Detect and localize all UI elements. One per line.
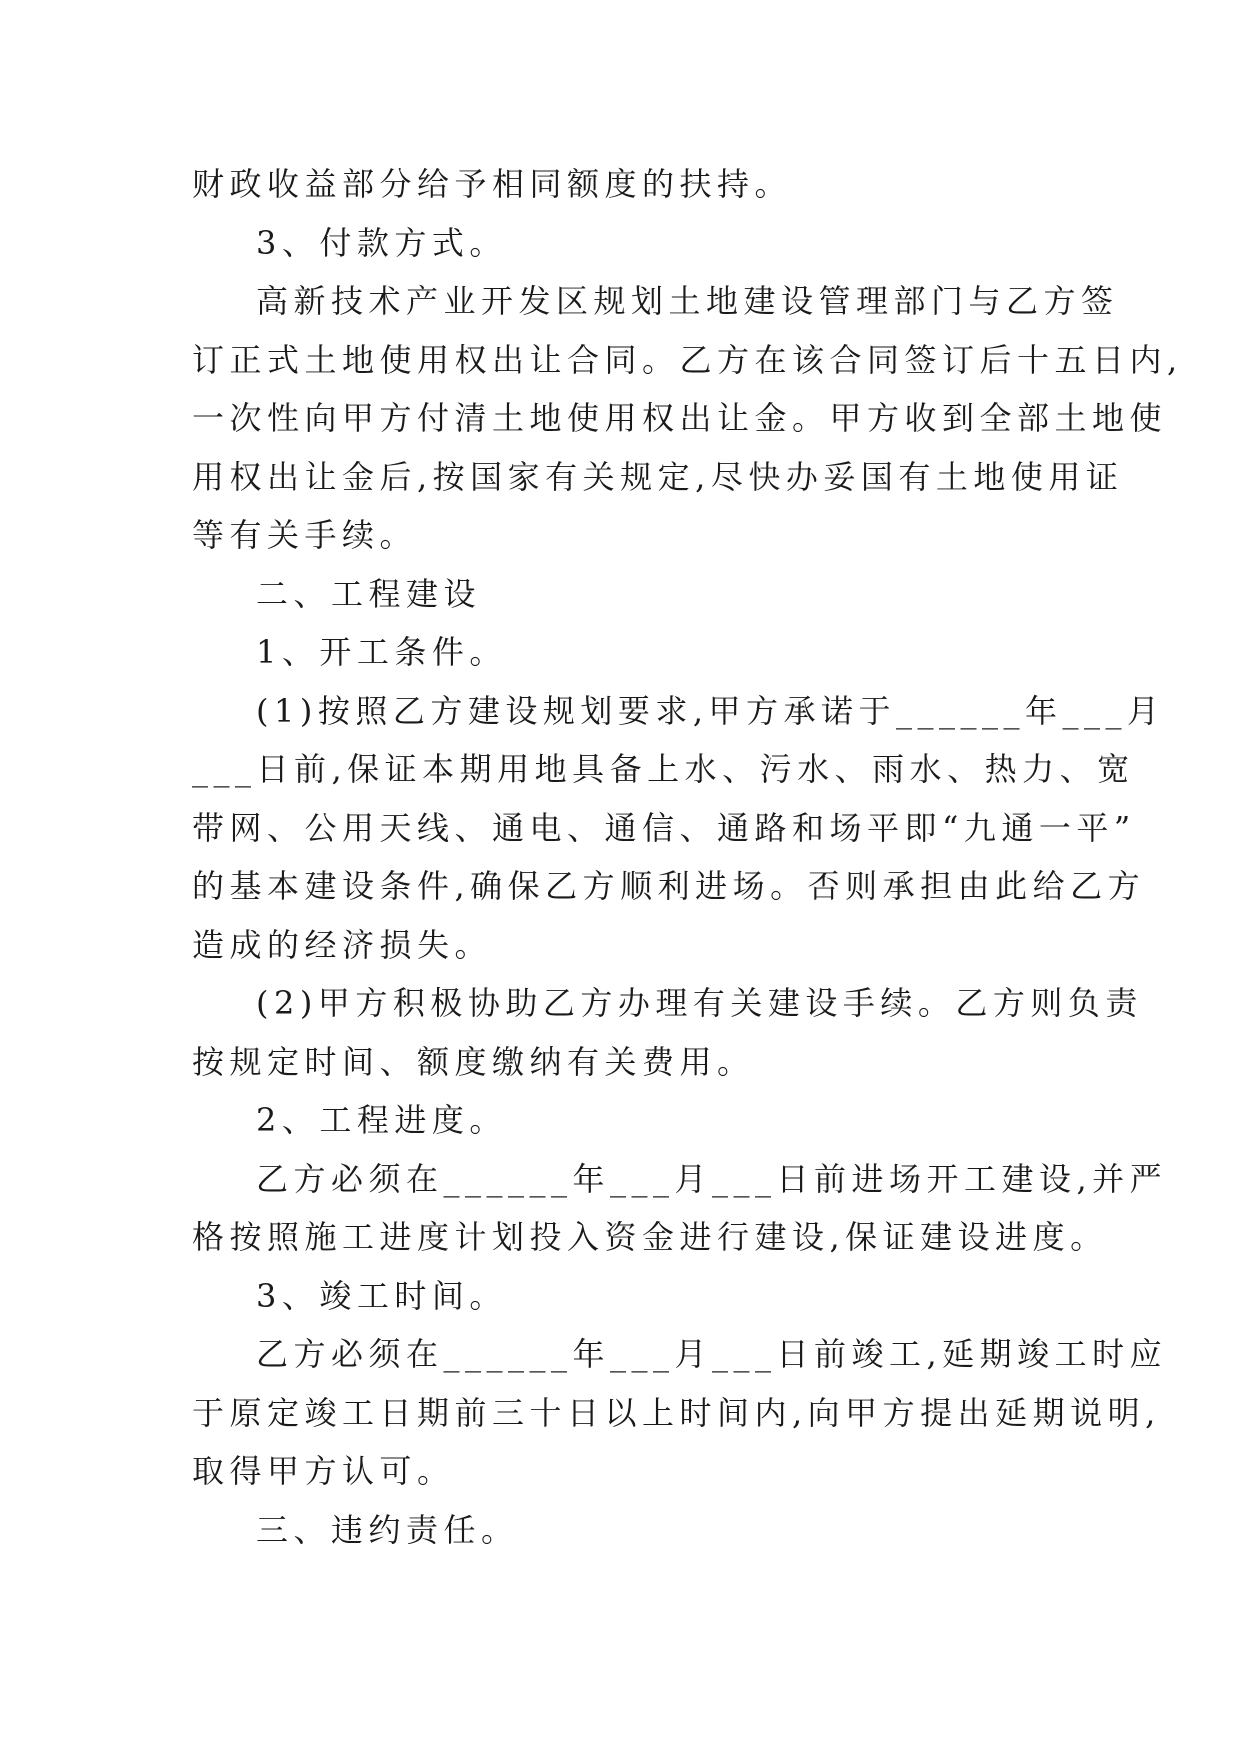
document-body bbox=[192, 155, 1183, 1559]
paragraph-line: 取得甲方认可。 bbox=[192, 1452, 455, 1490]
paragraph-line: 财政收益部分给予相同额度的扶持。 bbox=[192, 165, 793, 203]
paragraph-line: (1)按照乙方建设规划要求,甲方承诺于______年___月 bbox=[256, 691, 1165, 730]
section-heading: 三、违约责任。 bbox=[256, 1510, 519, 1549]
paragraph-line: 的基本建设条件,确保乙方顺利进场。否则承担由此给乙方 bbox=[192, 867, 1146, 905]
section-heading: 3、付款方式。 bbox=[256, 223, 507, 262]
section-heading: 1、开工条件。 bbox=[256, 633, 507, 671]
section-heading: 3、竣工时间。 bbox=[256, 1276, 507, 1315]
paragraph-line: 带网、公用天线、通电、通信、通路和场平即“九通一平” bbox=[192, 808, 1136, 847]
paragraph-line: 乙方必须在______年___月___日前进场开工建设,并严 bbox=[256, 1159, 1168, 1198]
paragraph-line: 订正式土地使用权出让合同。乙方在该合同签订后十五日内, bbox=[192, 340, 1183, 379]
paragraph-line: (2)甲方积极协助乙方办理有关建设手续。乙方则负责 bbox=[256, 984, 1143, 1022]
paragraph-line: 格按照施工进度计划投入资金进行建设,保证建设进度。 bbox=[192, 1218, 1108, 1256]
paragraph-line: 等有关手续。 bbox=[192, 516, 418, 554]
paragraph-line: 高新技术产业开发区规划土地建设管理部门与乙方签 bbox=[256, 282, 1119, 320]
section-heading: 二、工程建设 bbox=[256, 574, 482, 613]
paragraph-line: 乙方必须在______年___月___日前竣工,延期竣工时应 bbox=[256, 1335, 1168, 1373]
paragraph-line: 于原定竣工日期前三十日以上时间内,向甲方提出延期说明, bbox=[192, 1393, 1161, 1432]
paragraph-line: 按规定时间、额度缴纳有关费用。 bbox=[192, 1042, 755, 1081]
paragraph-line: 一次性向甲方付清土地使用权出让金。甲方收到全部土地使 bbox=[192, 399, 1168, 437]
paragraph-line: 造成的经济损失。 bbox=[192, 925, 493, 964]
paragraph-line: ___日前,保证本期用地具备上水、污水、雨水、热力、宽 bbox=[192, 750, 1135, 788]
section-heading: 2、工程进度。 bbox=[256, 1101, 507, 1139]
paragraph-line: 用权出让金后,按国家有关规定,尽快办妥国有土地使用证 bbox=[192, 457, 1124, 496]
